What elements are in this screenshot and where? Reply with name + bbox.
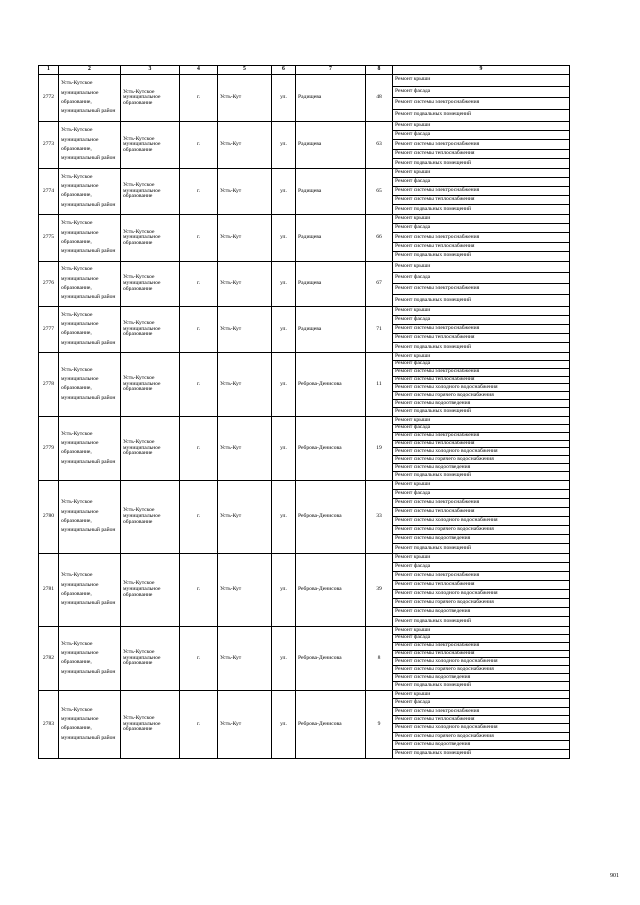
house-number-cell: 71 (366, 306, 393, 352)
settlement-type-cell: г. (180, 480, 218, 553)
row-number-cell: 2780 (39, 480, 59, 553)
street-type-cell: ул. (272, 553, 296, 626)
work-item: Ремонт системы водоотведения (393, 464, 569, 472)
work-item: Ремонт фасада (393, 563, 569, 572)
works-list-cell (393, 75, 570, 122)
work-item: Ремонт системы электроснабжения (393, 572, 569, 581)
municipality-cell: Усть-Кутское муниципальное образование (121, 553, 180, 626)
work-item: Ремонт системы холодного водоснабжения (393, 658, 569, 666)
work-item: Ремонт системы электроснабжения (393, 708, 569, 716)
municipality-cell: Усть-Кутское муниципальное образование (121, 352, 180, 416)
work-item: Ремонт системы теплоснабжения (393, 334, 569, 343)
municipality-cell: Усть-Кутское муниципальное образование (121, 626, 180, 690)
work-item: Ремонт фасада (393, 699, 569, 707)
work-item: Ремонт подвальных помещений (395, 159, 472, 166)
municipal-district-cell: Усть-Кутское муниципальное образование, муниципальный район (59, 261, 121, 306)
page-number: 901 (610, 873, 619, 879)
header-cell: 1 (39, 66, 59, 75)
settlement-cell: Усть-Кут (218, 214, 272, 261)
work-item: Ремонт крыши (393, 353, 569, 361)
work-item: Ремонт фасада (393, 273, 569, 284)
work-item: Ремонт крыши (393, 215, 569, 224)
work-item: Ремонт системы электроснабжения (393, 499, 569, 508)
work-item: Ремонт крыши (393, 554, 569, 563)
street-cell: Радищева (296, 261, 366, 306)
table-row (39, 626, 570, 690)
work-item: Ремонт подвальных помещений (395, 296, 472, 303)
street-type-cell: ул. (272, 214, 296, 261)
work-item: Ремонт системы холодного водоснабжения (393, 384, 569, 392)
table-row (39, 352, 570, 416)
street-cell: Реброва-Денисова (296, 352, 366, 416)
works-list-cell (393, 122, 570, 169)
work-item: Ремонт крыши (393, 627, 569, 635)
table-row (39, 75, 570, 122)
works-list-cell (393, 168, 570, 214)
house-number-cell: 65 (366, 168, 393, 214)
header-cell: 3 (121, 66, 180, 75)
settlement-cell: Усть-Кут (218, 261, 272, 306)
settlement-type-cell: г. (180, 352, 218, 416)
works-list-cell (393, 626, 570, 690)
municipal-district-cell: Усть-Кутское муниципальное образование, муниципальный район (59, 306, 121, 352)
header-cell: 5 (218, 66, 272, 75)
work-item: Ремонт системы водоотведения (393, 608, 569, 617)
street-type-cell: ул. (272, 306, 296, 352)
work-item: Ремонт системы теплоснабжения (393, 150, 569, 159)
work-item: Ремонт системы холодного водоснабжения (393, 590, 569, 599)
work-item: Ремонт системы водоотведения (393, 674, 569, 682)
work-item: Ремонт фасада (393, 131, 569, 140)
work-item: Ремонт системы горячего водоснабжения (393, 733, 569, 741)
work-item: Ремонт подвальных помещений (395, 252, 472, 259)
work-item: Ремонт системы горячего водоснабжения (393, 526, 569, 535)
work-item: Ремонт подвальных помещений (395, 617, 472, 624)
work-item: Ремонт системы электроснабжения (393, 433, 569, 441)
work-item: Ремонт системы водоотведения (393, 741, 569, 749)
work-item: Ремонт крыши (393, 262, 569, 273)
row-number-cell: 2773 (39, 122, 59, 169)
work-item: Ремонт системы электроснабжения (393, 233, 569, 242)
row-number-cell: 2783 (39, 690, 59, 758)
works-list-cell (393, 480, 570, 553)
house-number-cell: 33 (366, 480, 393, 553)
settlement-type-cell: г. (180, 416, 218, 480)
table-row (39, 168, 570, 214)
street-cell: Радищева (296, 75, 366, 122)
row-number-cell: 2776 (39, 261, 59, 306)
work-item: Ремонт фасада (393, 224, 569, 233)
table-row (39, 214, 570, 261)
work-item: Ремонт фасада (393, 178, 569, 187)
street-cell: Радищева (296, 168, 366, 214)
house-number-cell: 19 (366, 416, 393, 480)
house-number-cell: 8 (366, 626, 393, 690)
work-item: Ремонт подвальных помещений (395, 343, 472, 350)
settlement-cell: Усть-Кут (218, 75, 272, 122)
street-type-cell: ул. (272, 168, 296, 214)
street-cell: Радищева (296, 122, 366, 169)
house-number-cell: 48 (366, 75, 393, 122)
settlement-cell: Усть-Кут (218, 626, 272, 690)
works-list-cell (393, 261, 570, 306)
work-item: Ремонт подвальных помещений (395, 544, 472, 551)
header-row (39, 66, 570, 75)
house-number-cell: 63 (366, 122, 393, 169)
work-item: Ремонт системы электроснабжения (393, 284, 569, 295)
municipality-cell: Усть-Кутское муниципальное образование (121, 261, 180, 306)
settlement-cell: Усть-Кут (218, 553, 272, 626)
municipal-district-cell: Усть-Кутское муниципальное образование, муниципальный район (59, 122, 121, 169)
work-item: Ремонт фасада (393, 87, 569, 99)
settlement-type-cell: г. (180, 553, 218, 626)
work-item: Ремонт крыши (393, 417, 569, 425)
work-item: Ремонт системы теплоснабжения (393, 196, 569, 205)
work-item: Ремонт системы электроснабжения (393, 643, 569, 651)
works-list-cell (393, 214, 570, 261)
work-item: Ремонт системы теплоснабжения (393, 716, 569, 724)
work-item: Ремонт системы холодного водоснабжения (393, 517, 569, 526)
municipal-district-cell: Усть-Кутское муниципальное образование, муниципальный район (59, 690, 121, 758)
street-type-cell: ул. (272, 75, 296, 122)
work-item: Ремонт системы горячего водоснабжения (393, 599, 569, 608)
work-item: Ремонт подвальных помещений (395, 472, 472, 479)
table-row (39, 416, 570, 480)
settlement-type-cell: г. (180, 690, 218, 758)
work-item: Ремонт крыши (393, 122, 569, 131)
row-number-cell: 2775 (39, 214, 59, 261)
settlement-cell: Усть-Кут (218, 480, 272, 553)
work-item: Ремонт системы водоотведения (393, 400, 569, 408)
settlement-cell: Усть-Кут (218, 352, 272, 416)
work-item: Ремонт системы теплоснабжения (393, 508, 569, 517)
street-cell: Реброва-Денисова (296, 690, 366, 758)
table-row (39, 306, 570, 352)
municipality-cell: Усть-Кутское муниципальное образование (121, 214, 180, 261)
settlement-cell: Усть-Кут (218, 416, 272, 480)
work-item: Ремонт крыши (393, 481, 569, 490)
work-item: Ремонт системы электроснабжения (393, 325, 569, 334)
work-item: Ремонт системы водоотведения (393, 535, 569, 544)
street-type-cell: ул. (272, 352, 296, 416)
works-list-cell (393, 352, 570, 416)
house-number-cell: 11 (366, 352, 393, 416)
table-row (39, 480, 570, 553)
settlement-cell: Усть-Кут (218, 122, 272, 169)
street-type-cell: ул. (272, 480, 296, 553)
work-item: Ремонт крыши (393, 169, 569, 178)
row-number-cell: 2774 (39, 168, 59, 214)
work-item: Ремонт системы электроснабжения (393, 140, 569, 149)
street-cell: Реброва-Денисова (296, 480, 366, 553)
works-list-cell (393, 306, 570, 352)
table-row (39, 553, 570, 626)
work-item: Ремонт системы холодного водоснабжения (393, 724, 569, 732)
work-item: Ремонт крыши (393, 75, 569, 87)
work-item: Ремонт подвальных помещений (395, 408, 472, 415)
work-item: Ремонт системы теплоснабжения (393, 581, 569, 590)
works-list-cell (393, 690, 570, 758)
municipal-district-cell: Усть-Кутское муниципальное образование, муниципальный район (59, 416, 121, 480)
table-row (39, 122, 570, 169)
document-table-container (38, 65, 569, 759)
row-number-cell: 2779 (39, 416, 59, 480)
work-item: Ремонт системы холодного водоснабжения (393, 448, 569, 456)
house-number-cell: 67 (366, 261, 393, 306)
house-number-cell: 66 (366, 214, 393, 261)
work-item: Ремонт системы горячего водоснабжения (393, 456, 569, 464)
settlement-type-cell: г. (180, 626, 218, 690)
work-item: Ремонт системы электроснабжения (393, 98, 569, 110)
repair-program-table (38, 65, 570, 759)
work-item: Ремонт фасада (393, 425, 569, 433)
street-type-cell: ул. (272, 690, 296, 758)
street-type-cell: ул. (272, 626, 296, 690)
municipality-cell: Усть-Кутское муниципальное образование (121, 122, 180, 169)
work-item: Ремонт подвальных помещений (395, 111, 472, 118)
municipality-cell: Усть-Кутское муниципальное образование (121, 480, 180, 553)
settlement-cell: Усть-Кут (218, 690, 272, 758)
table-body (39, 75, 570, 759)
row-number-cell: 2777 (39, 306, 59, 352)
work-item: Ремонт системы электроснабжения (393, 187, 569, 196)
work-item: Ремонт системы теплоснабжения (393, 377, 569, 385)
street-type-cell: ул. (272, 261, 296, 306)
settlement-cell: Усть-Кут (218, 306, 272, 352)
row-number-cell: 2781 (39, 553, 59, 626)
house-number-cell: 39 (366, 553, 393, 626)
street-cell: Реброва-Денисова (296, 626, 366, 690)
municipal-district-cell: Усть-Кутское муниципальное образование, муниципальный район (59, 626, 121, 690)
settlement-type-cell: г. (180, 214, 218, 261)
street-cell: Радищева (296, 306, 366, 352)
header-cell: 9 (393, 66, 570, 75)
work-item: Ремонт крыши (393, 691, 569, 699)
house-number-cell: 9 (366, 690, 393, 758)
street-cell: Радищева (296, 214, 366, 261)
street-cell: Реброва-Денисова (296, 416, 366, 480)
work-item: Ремонт фасада (393, 635, 569, 643)
work-item: Ремонт подвальных помещений (395, 749, 472, 756)
street-type-cell: ул. (272, 122, 296, 169)
settlement-type-cell: г. (180, 306, 218, 352)
header-cell: 6 (272, 66, 296, 75)
works-list-cell (393, 416, 570, 480)
header-cell: 8 (366, 66, 393, 75)
settlement-type-cell: г. (180, 168, 218, 214)
settlement-cell: Усть-Кут (218, 168, 272, 214)
municipality-cell: Усть-Кутское муниципальное образование (121, 75, 180, 122)
settlement-type-cell: г. (180, 261, 218, 306)
municipality-cell: Усть-Кутское муниципальное образование (121, 690, 180, 758)
header-cell: 7 (296, 66, 366, 75)
work-item: Ремонт фасада (393, 316, 569, 325)
row-number-cell: 2778 (39, 352, 59, 416)
work-item: Ремонт системы горячего водоснабжения (393, 392, 569, 400)
work-item: Ремонт системы теплоснабжения (393, 441, 569, 449)
municipal-district-cell: Усть-Кутское муниципальное образование, муниципальный район (59, 168, 121, 214)
street-type-cell: ул. (272, 416, 296, 480)
municipal-district-cell: Усть-Кутское муниципальное образование, муниципальный район (59, 352, 121, 416)
works-list-cell (393, 553, 570, 626)
work-item: Ремонт крыши (393, 307, 569, 316)
work-item: Ремонт подвальных помещений (395, 682, 472, 689)
municipal-district-cell: Усть-Кутское муниципальное образование, муниципальный район (59, 214, 121, 261)
municipality-cell: Усть-Кутское муниципальное образование (121, 168, 180, 214)
municipal-district-cell: Усть-Кутское муниципальное образование, муниципальный район (59, 480, 121, 553)
work-item: Ремонт системы горячего водоснабжения (393, 666, 569, 674)
municipal-district-cell: Усть-Кутское муниципальное образование, муниципальный район (59, 75, 121, 122)
header-cell: 2 (59, 66, 121, 75)
work-item: Ремонт системы теплоснабжения (393, 243, 569, 252)
table-row (39, 690, 570, 758)
settlement-type-cell: г. (180, 122, 218, 169)
municipality-cell: Усть-Кутское муниципальное образование (121, 306, 180, 352)
settlement-type-cell: г. (180, 75, 218, 122)
work-item: Ремонт системы электроснабжения (393, 369, 569, 377)
work-item: Ремонт системы теплоснабжения (393, 651, 569, 659)
work-item: Ремонт подвальных помещений (395, 205, 472, 212)
row-number-cell: 2782 (39, 626, 59, 690)
work-item: Ремонт фасада (393, 490, 569, 499)
table-row (39, 261, 570, 306)
municipality-cell: Усть-Кутское муниципальное образование (121, 416, 180, 480)
municipal-district-cell: Усть-Кутское муниципальное образование, муниципальный район (59, 553, 121, 626)
header-cell: 4 (180, 66, 218, 75)
street-cell: Реброва-Денисова (296, 553, 366, 626)
work-item: Ремонт фасада (393, 361, 569, 369)
row-number-cell: 2772 (39, 75, 59, 122)
